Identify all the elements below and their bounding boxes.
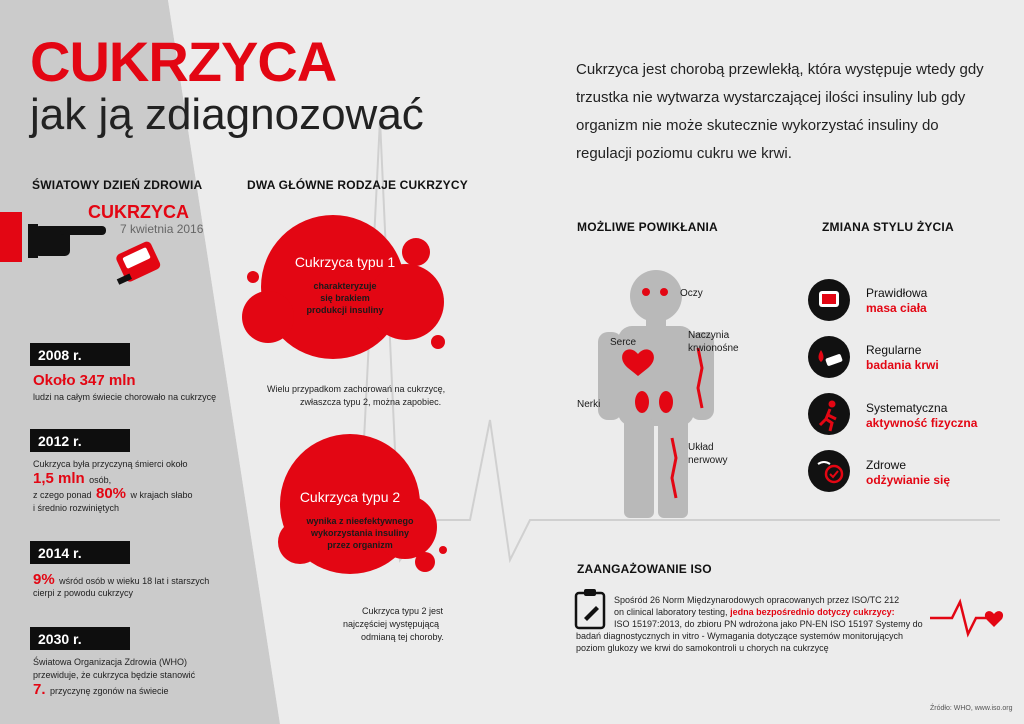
- page-subtitle: jak ją zdiagnozować: [30, 90, 424, 139]
- scale-icon: [808, 279, 850, 321]
- body-silhouette: [590, 268, 730, 528]
- lifestyle-3-line2: aktywność fizyczna: [866, 416, 978, 430]
- stat-2012-pre: z czego ponad: [33, 490, 92, 500]
- lifestyle-4-line1: Zdrowe: [866, 458, 907, 472]
- iso-line2b: jedna bezpośrednio dotyczy cukrzycy:: [730, 607, 895, 617]
- type2-note1: Cukrzyca typu 2 jest: [362, 606, 444, 616]
- label-kidneys: Nerki: [577, 399, 601, 410]
- label-nerves-1: Układ: [688, 442, 714, 453]
- lifestyle-1-line1: Prawidłowa: [866, 286, 928, 300]
- heartbeat-icon: [930, 596, 1010, 640]
- types-heading: DWA GŁÓWNE RODZAJE CUKRZYCY: [247, 178, 468, 192]
- type1-desc2: się brakiem: [320, 293, 370, 303]
- eye-left: [642, 288, 650, 296]
- year-2012-box: 2012 r.: [30, 429, 130, 452]
- label-vessels-1: Naczynia: [688, 330, 730, 341]
- intro-text: Cukrzyca jest chorobą przewlekłą, która występuje wtedy gdy trzustka nie wytwarza wystarczającej ilości insuliny lub gdy organizm nie może skutecznie wykorzystać insuliny do regulacji poziomu cukru we krwi.: [576, 61, 984, 162]
- year-2008-box: 2008 r.: [30, 343, 130, 366]
- iso-line5: poziom glukozy we krwi do samokontroli u chorych na cukrzycę: [576, 643, 829, 653]
- type2-title: Cukrzyca typu 2: [299, 489, 401, 505]
- lifestyle-4-line2: odżywianie się: [866, 473, 951, 487]
- year-2014-box: 2014 r.: [30, 541, 130, 564]
- type2-desc1: wynika z nieefektywnego: [306, 516, 414, 526]
- type2-desc2: wykorzystania insuliny: [310, 528, 410, 538]
- lifestyle-2-line2: badania krwi: [866, 358, 939, 372]
- eye-right: [660, 288, 668, 296]
- stat-2030-text: przyczynę zgonów na świecie: [49, 686, 169, 696]
- year-2030-box: 2030 r.: [30, 627, 130, 650]
- iso-line3: ISO 15197:2013, do zbioru PN wdrożona jako PN-EN ISO 15197 Systemy do: [614, 619, 923, 629]
- label-eyes: Oczy: [680, 288, 703, 299]
- complications-heading: MOŻLIWE POWIKŁANIA: [577, 220, 718, 234]
- stat-2012-unit: osób,: [89, 475, 112, 485]
- iso-line2a: on clinical laboratory testing,: [614, 607, 728, 617]
- kidney-left: [635, 391, 649, 413]
- kidney-right: [659, 391, 673, 413]
- label-vessels-2: krwionośne: [688, 343, 739, 354]
- health-day-heading: ŚWIATOWY DZIEŃ ZDROWIA: [32, 178, 203, 192]
- stat-2030-line1: Światowa Organizacja Zdrowia (WHO): [33, 657, 188, 667]
- page-title: CUKRZYCA: [30, 30, 337, 93]
- health-day-date: 7 kwietnia 2016: [120, 222, 204, 236]
- type1-title: Cukrzyca typu 1: [294, 254, 396, 270]
- stat-2008-number: Około 347 mln: [33, 372, 136, 389]
- iso-heading: ZAANGAŻOWANIE ISO: [577, 562, 712, 576]
- source-note: Źródło: WHO, www.iso.org: [930, 705, 1013, 712]
- runner-icon: [808, 393, 850, 435]
- type2-note3: odmianą tej choroby.: [361, 632, 444, 642]
- blood-test-icon: [808, 336, 850, 378]
- stat-2012-post: w krajach słabo: [130, 490, 193, 500]
- type1-note1: Wielu przypadkom zachorowań na cukrzycę,: [267, 384, 446, 394]
- type1-desc3: produkcji insuliny: [306, 305, 384, 315]
- stat-2014-text: wśród osób w wieku 18 lat i starszych: [59, 576, 210, 586]
- label-nerves-2: nerwowy: [688, 455, 728, 466]
- lifestyle-heading: ZMIANA STYLU ŻYCIA: [822, 220, 954, 234]
- clipboard-icon: [574, 588, 608, 630]
- iso-line4: badań diagnostycznych in vitro - Wymagania dotyczące systemów monitorujących: [576, 631, 904, 641]
- stat-2012-number: 1,5 mln: [33, 470, 85, 487]
- stat-2008-text: ludzi na całym świecie chorowało na cukrzycę: [33, 392, 217, 402]
- health-day-label: CUKRZYCA: [88, 202, 189, 222]
- stat-2030-number: 7.: [33, 681, 46, 698]
- glucometer-icon: [110, 238, 170, 288]
- type1-desc1: charakteryzuje: [313, 281, 377, 291]
- apple-icon: [808, 450, 850, 492]
- lifestyle-3-line1: Systematyczna: [866, 401, 948, 415]
- lifestyle-1-line2: masa ciała: [866, 301, 927, 315]
- type2-desc3: przez organizm: [327, 540, 393, 550]
- type2-blob: [255, 432, 455, 582]
- type2-note2: najczęściej występującą: [343, 619, 440, 629]
- stat-2030-line2: przewiduje, że cukrzyca będzie stanowić: [33, 670, 196, 680]
- stat-2014-number: 9%: [33, 571, 55, 588]
- stat-2012-line4: i średnio rozwiniętych: [33, 503, 120, 513]
- stat-2012-percent: 80%: [96, 485, 127, 502]
- label-heart: Serce: [610, 337, 637, 348]
- stat-2014-line2: cierpi z powodu cukrzycy: [33, 588, 134, 598]
- lifestyle-2-line1: Regularne: [866, 343, 922, 357]
- stat-2012-line1: Cukrzyca była przyczyną śmierci około: [33, 459, 188, 469]
- type1-note2: zwłaszcza typu 2, można zapobiec.: [300, 397, 442, 407]
- iso-line1: Spośród 26 Norm Międzynarodowych opracowanych przez ISO/TC 212: [614, 595, 900, 605]
